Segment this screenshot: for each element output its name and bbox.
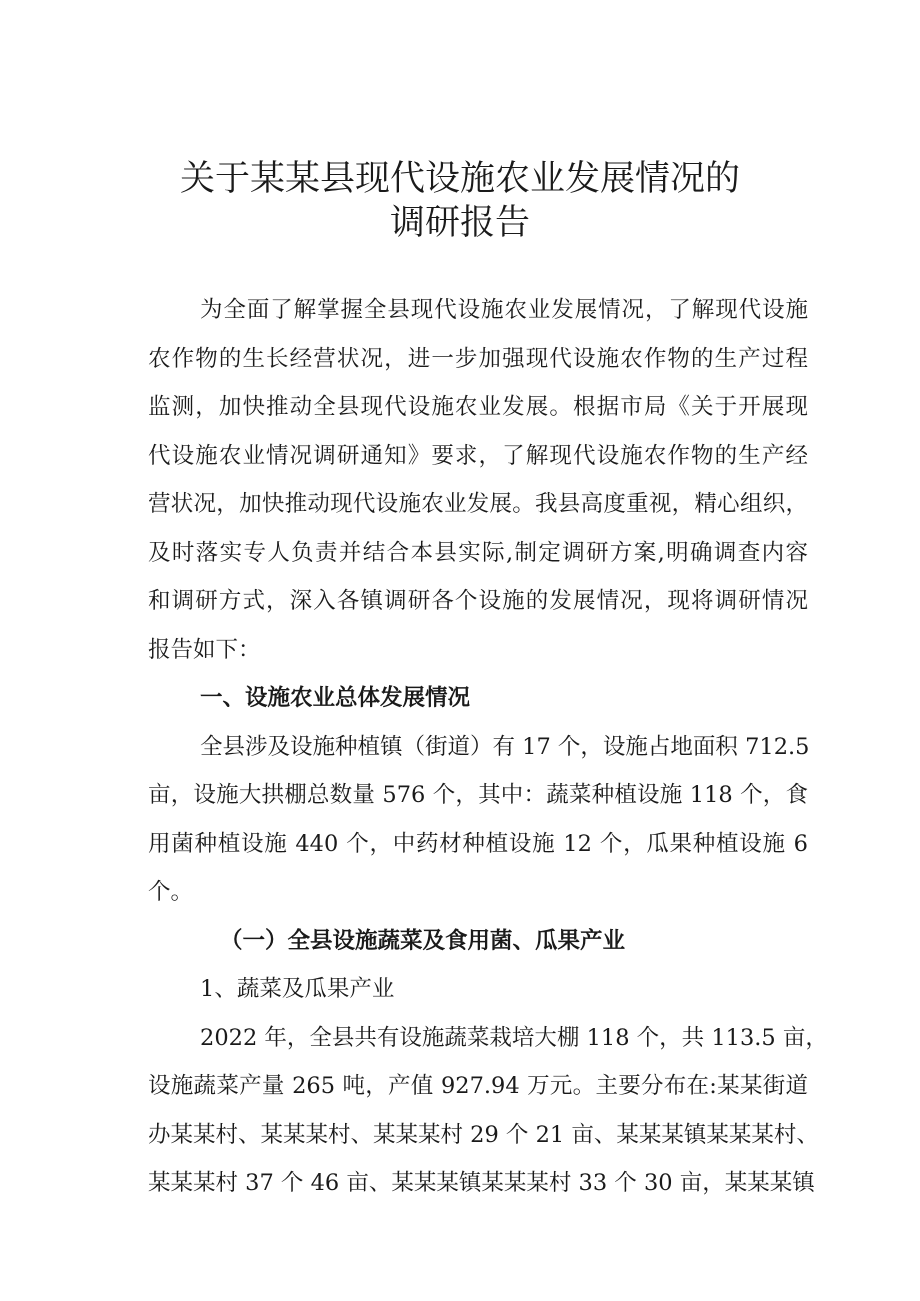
- item1-line-2: 设施蔬菜产量 265 吨，产值 927.94 万元。主要分布在:某某街道: [148, 1073, 808, 1099]
- document-title-line1: 关于某某县现代设施农业发展情况的: [179, 159, 740, 199]
- intro-line-7: 和调研方式，深入各镇调研各个设施的发展情况，现将调研情况: [148, 588, 808, 614]
- section1-heading: 一、设施农业总体发展情况: [200, 685, 471, 711]
- intro-line-5: 营状况，加快推动现代设施农业发展。我县高度重视，精心组织，: [148, 491, 808, 517]
- section1-line-4: 个。: [148, 879, 194, 905]
- document-title-line2: 调研报告: [389, 203, 530, 243]
- intro-line-2: 农作物的生长经营状况，进一步加强现代设施农作物的生产过程: [148, 346, 808, 372]
- item1-line-4: 某某某村 37 个 46 亩、某某某镇某某某村 33 个 30 亩，某某某镇: [148, 1170, 815, 1196]
- item1-line-1: 2022 年，全县共有设施蔬菜栽培大棚 118 个，共 113.5 亩，: [200, 1025, 828, 1051]
- section1-line-2: 亩，设施大拱棚总数量 576 个，其中：蔬菜种植设施 118 个，食: [148, 782, 808, 808]
- intro-line-4: 代设施农业情况调研通知》要求，了解现代设施农作物的生产经: [148, 443, 808, 469]
- section1-line-1: 全县涉及设施种植镇（街道）有 17 个，设施占地面积 712.5: [200, 734, 810, 760]
- item1-heading: 1、蔬菜及瓜果产业: [200, 976, 395, 1002]
- item1-line-3: 办某某村、某某某村、某某某村 29 个 21 亩、某某某镇某某某村、: [148, 1122, 819, 1148]
- intro-line-3: 监测，加快推动全县现代设施农业发展。根据市局《关于开展现: [148, 394, 808, 420]
- intro-line-1: 为全面了解掌握全县现代设施农业发展情况，了解现代设施: [200, 297, 808, 323]
- section1-line-3: 用菌种植设施 440 个，中药材种植设施 12 个，瓜果种植设施 6: [148, 831, 808, 857]
- intro-line-6: 及时落实专人负责并结合本县实际,制定调研方案,明确调查内容: [148, 540, 808, 566]
- intro-line-8: 报告如下：: [148, 637, 261, 663]
- subsection1-heading: （一）全县设施蔬菜及食用菌、瓜果产业: [220, 928, 626, 954]
